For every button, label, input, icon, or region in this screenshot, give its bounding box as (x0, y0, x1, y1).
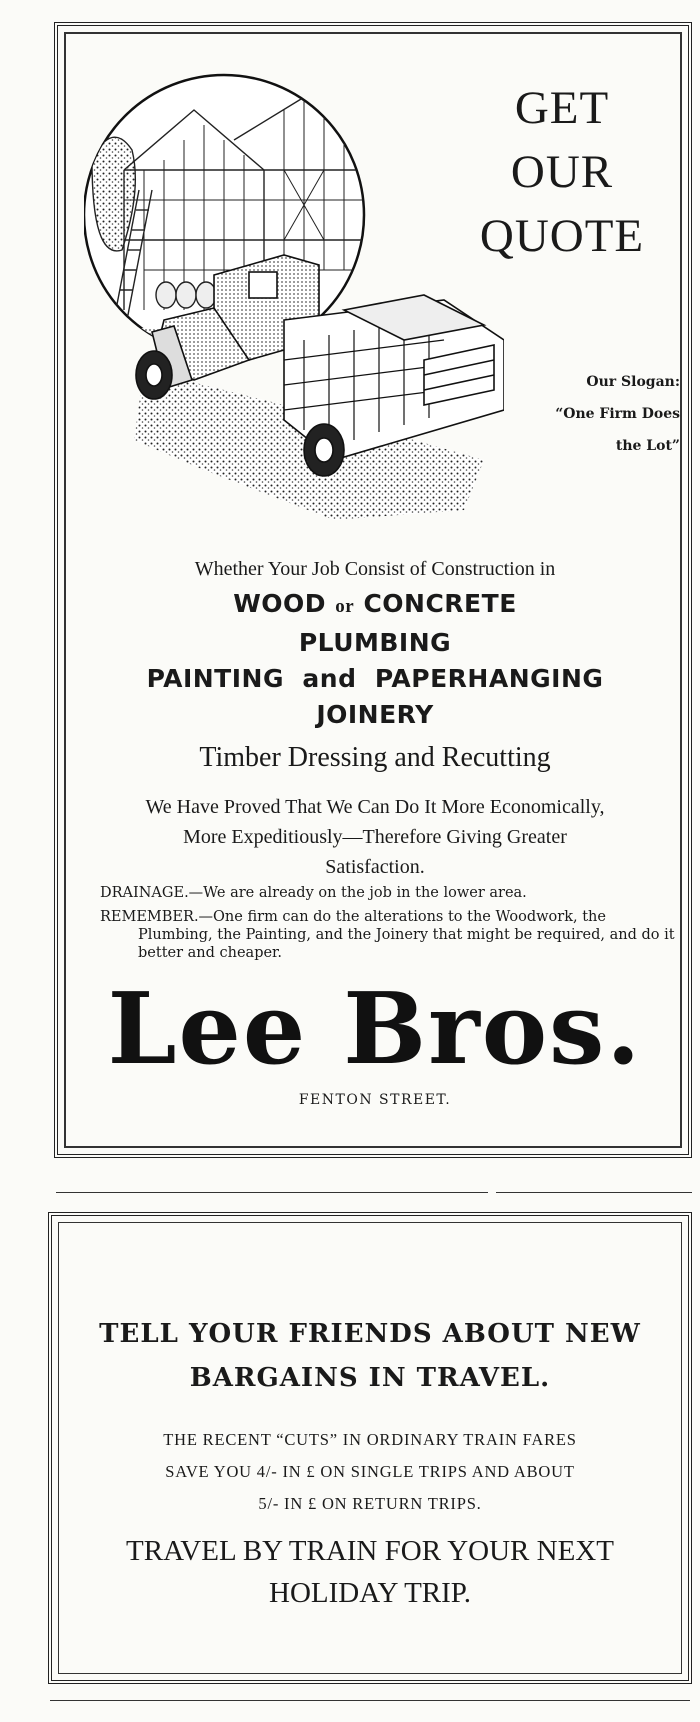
slogan-line: “One Firm Does (555, 406, 680, 422)
trade-paperhanging: PAPERHANGING (374, 664, 604, 693)
proved-line: We Have Proved That We Can Do It More Economically, (145, 796, 605, 818)
trades-list (80, 586, 670, 733)
travel-headline (70, 1312, 670, 1400)
trade-joinery: JOINERY (316, 700, 434, 729)
fare-cuts-text (70, 1424, 670, 1520)
trade-line-painting (80, 661, 670, 697)
firm-address: FENTON STREET. (298, 1092, 452, 1108)
intro-text: Whether Your Job Consist of Construction in (194, 558, 556, 580)
fare-cuts-line: THE RECENT “CUTS” IN ORDINARY TRAIN FARES (163, 1430, 577, 1449)
headline-line: GET (514, 82, 610, 134)
headline-line: OUR (510, 146, 614, 198)
firm-name: Lee Bros. (107, 972, 643, 1087)
slogan-label: Our Slogan: (586, 374, 680, 390)
get-our-quote-headline (462, 76, 662, 268)
trade-painting: PAINTING (146, 664, 284, 693)
trade-line-wood-concrete (80, 586, 670, 625)
drainage-note: DRAINAGE.—We are already on the job in the lower area. (100, 885, 527, 901)
fare-cuts-line: SAVE YOU 4/- IN £ ON SINGLE TRIPS AND ABOUT (165, 1462, 575, 1481)
timber-dressing-text: Timber Dressing and Recutting (199, 742, 551, 773)
fare-cuts-line: 5/- IN £ ON RETURN TRIPS. (258, 1494, 482, 1513)
travel-headline-line: BARGAINS IN TRAVEL. (189, 1363, 551, 1393)
slogan-line: the Lot” (615, 438, 680, 454)
travel-closing-line: TRAVEL BY TRAIN FOR YOUR NEXT (126, 1535, 614, 1567)
slogan-block (530, 366, 680, 462)
trade-plumbing: PLUMBING (298, 628, 452, 657)
proved-paragraph (80, 792, 670, 882)
notes-block (100, 884, 680, 968)
separator-rule (56, 1192, 488, 1193)
travel-headline-line: TELL YOUR FRIENDS ABOUT NEW (99, 1319, 641, 1349)
bottom-rule (50, 1700, 690, 1701)
trade-and: and (302, 664, 357, 693)
proved-line: More Expeditiously—Therefore Giving Greater (183, 826, 567, 848)
trade-or: or (335, 596, 355, 617)
trade-wood: WOOD (233, 589, 327, 618)
truck-and-building-illustration (84, 40, 504, 540)
headline-line: QUOTE (479, 210, 645, 262)
remember-note: REMEMBER.—One firm can do the alterations to the Woodwork, the Plumbing, the Painting, and the Joinery that might be required, and do it better and cheaper. (100, 909, 675, 961)
travel-closing-line: HOLIDAY TRIP. (269, 1577, 471, 1609)
separator-rule (496, 1192, 692, 1193)
proved-line: Satisfaction. (325, 856, 425, 878)
trade-concrete: CONCRETE (363, 589, 517, 618)
travel-closing (70, 1530, 670, 1614)
